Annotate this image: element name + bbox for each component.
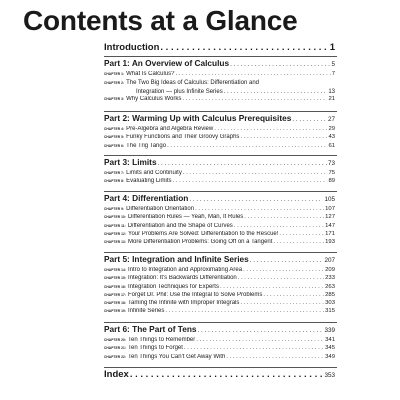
divider <box>104 322 337 323</box>
chapter-title-continued: Integration — plus Infinite Series <box>136 88 223 95</box>
chapter-page: 345 <box>325 345 335 352</box>
chapter-row[interactable] <box>104 300 335 308</box>
chapter-title: What Is Calculus? <box>126 71 175 77</box>
leader-dots <box>220 284 324 290</box>
chapter-title: Integration: It's Backwards Differentiation <box>128 275 237 282</box>
part-label: Part 3: Limits <box>104 157 157 167</box>
toc-index[interactable] <box>104 369 335 383</box>
chapter-title: Taming the Infinite with Improper Integrals <box>128 300 240 307</box>
leader-dots <box>240 134 327 140</box>
leader-dots <box>230 58 330 68</box>
leader-dots <box>226 354 324 360</box>
chapter-page: 61 <box>328 142 335 149</box>
part-label: Part 1: An Overview of Calculus <box>104 58 230 68</box>
part-label: Part 2: Warming Up with Calculus Prerequisites <box>104 113 292 123</box>
chapter-page: 21 <box>328 95 335 102</box>
chapter-title: Ten Things You Can't Get Away With <box>128 353 226 360</box>
leader-dots <box>279 231 324 237</box>
toc-introduction[interactable] <box>104 42 335 56</box>
chapter-title: More Differentiation Problems: Going Off on a Tangent <box>128 239 273 246</box>
chapter-number: CHAPTER 21: <box>104 346 126 351</box>
chapter-title: Your Problems Are Solved: Differentiation to the Rescue! <box>128 230 279 237</box>
chapter-number: CHAPTER 12: <box>104 231 126 236</box>
chapter-page: 193 <box>325 239 335 246</box>
leader-dots <box>189 193 323 203</box>
chapter-row[interactable] <box>104 354 335 362</box>
chapter-row[interactable] <box>104 214 335 222</box>
toc-part-3[interactable] <box>104 157 335 187</box>
chapter-title: Differentiation Orientation <box>126 206 195 212</box>
part-label: Part 5: Integration and Infinite Series <box>104 254 249 264</box>
leader-dots <box>176 71 331 77</box>
leader-dots <box>173 178 328 184</box>
chapter-number: CHAPTER 13: <box>104 240 126 245</box>
chapter-page: 89 <box>328 178 335 185</box>
chapter-title: Funky Functions and Their Groovy Graphs <box>126 134 240 141</box>
chapter-page: 75 <box>328 170 335 176</box>
introduction-page: 1 <box>329 42 335 53</box>
part-page: 5 <box>331 61 335 68</box>
toc-part-5[interactable] <box>104 254 335 317</box>
leader-dots <box>196 337 324 343</box>
chapter-title: Infinite Series <box>128 308 165 315</box>
chapter-page: 107 <box>325 206 335 212</box>
chapter-number: CHAPTER 17: <box>104 292 126 297</box>
leader-dots <box>160 42 328 53</box>
part-page: 207 <box>324 257 335 264</box>
chapter-title: Differentiation and the Shape of Curves <box>127 222 233 229</box>
chapter-page: 285 <box>325 291 335 298</box>
chapter-number: CHAPTER 4: <box>104 127 125 131</box>
divider <box>104 155 337 156</box>
chapter-page: 341 <box>325 337 335 343</box>
divider <box>104 367 337 368</box>
chapter-row[interactable] <box>104 126 335 134</box>
chapter-row[interactable] <box>104 308 335 316</box>
chapter-title: Evaluating Limits <box>126 178 172 185</box>
leader-dots <box>234 223 324 229</box>
leader-dots <box>182 96 327 102</box>
chapter-title: Integration Techniques for Experts <box>128 283 219 290</box>
leader-dots <box>238 275 324 281</box>
leader-dots <box>158 157 327 167</box>
chapter-row[interactable] <box>104 206 335 214</box>
chapter-row[interactable] <box>104 267 335 275</box>
leader-dots <box>240 300 324 306</box>
part-page: 73 <box>327 160 335 167</box>
chapter-row[interactable] <box>104 275 335 283</box>
leader-dots <box>167 143 327 149</box>
chapter-row[interactable] <box>104 134 335 142</box>
chapter-row[interactable] <box>104 96 335 104</box>
chapter-page: 303 <box>325 300 335 307</box>
index-label: Index <box>104 369 129 380</box>
chapter-number: CHAPTER 7: <box>104 171 125 175</box>
chapter-number: CHAPTER 1: <box>104 72 125 76</box>
chapter-row[interactable] <box>104 231 335 239</box>
leader-dots <box>292 113 327 123</box>
index-page: 353 <box>324 372 335 379</box>
chapter-row[interactable] <box>104 345 335 353</box>
chapter-number: CHAPTER 10: <box>104 215 126 220</box>
part-page: 105 <box>324 196 335 203</box>
chapter-number: CHAPTER 18: <box>104 301 126 306</box>
chapter-number: CHAPTER 22: <box>104 354 126 359</box>
chapter-row[interactable] <box>104 239 335 247</box>
chapter-number: CHAPTER 11: <box>104 223 126 228</box>
chapter-row[interactable] <box>104 223 335 231</box>
divider <box>104 191 337 192</box>
chapter-page: 209 <box>325 267 335 273</box>
leader-dots <box>130 369 324 380</box>
chapter-title: Forget Dr. Phil: Use the Integral to Solve Problems <box>128 291 263 298</box>
chapter-row[interactable] <box>104 71 335 79</box>
chapter-number: CHAPTER 16: <box>104 284 126 289</box>
chapter-title: Differentiation Rules — Yeah, Man, It Rules <box>128 214 244 221</box>
chapter-title: Ten Things to Forget <box>128 345 183 352</box>
chapter-page: 263 <box>325 283 335 290</box>
chapter-page: 147 <box>325 222 335 229</box>
divider <box>104 56 337 57</box>
chapter-number: CHAPTER 9: <box>104 207 125 211</box>
toc-part-1[interactable] <box>104 58 335 104</box>
part-label: Part 4: Differentiation <box>104 193 189 203</box>
leader-dots <box>273 239 324 245</box>
toc-part-2[interactable] <box>104 113 335 151</box>
chapter-page: 43 <box>328 134 335 141</box>
chapter-row[interactable] <box>104 337 335 345</box>
chapter-number: CHAPTER 14: <box>104 268 126 272</box>
chapter-title: The Trig Tango <box>126 142 167 149</box>
chapter-number: CHAPTER 5: <box>104 135 125 140</box>
leader-dots <box>195 206 324 212</box>
chapter-title: Ten Things to Remember <box>128 337 196 343</box>
chapter-page: 7 <box>331 71 335 77</box>
chapter-number: CHAPTER 2: <box>104 81 125 86</box>
chapter-number: CHAPTER 19: <box>104 309 126 314</box>
chapter-page: 29 <box>328 126 335 132</box>
leader-dots <box>244 214 324 220</box>
chapter-page: 171 <box>325 230 335 237</box>
chapter-page: 349 <box>325 353 335 360</box>
chapter-number: CHAPTER 20: <box>104 338 126 342</box>
chapter-number: CHAPTER 8: <box>104 179 125 184</box>
chapter-row[interactable] <box>104 178 335 186</box>
chapter-title: Why Calculus Works <box>126 95 182 102</box>
leader-dots <box>198 324 324 334</box>
chapter-page: 127 <box>325 214 335 221</box>
chapter-number: CHAPTER 6: <box>104 143 125 148</box>
leader-dots <box>243 267 324 273</box>
chapter-title: Intro to Integration and Approximating Area <box>128 267 243 273</box>
divider <box>104 111 337 112</box>
part-label: Part 6: The Part of Tens <box>104 324 197 334</box>
chapter-row[interactable] <box>104 79 335 95</box>
introduction-label: Introduction <box>104 42 160 53</box>
divider <box>104 252 337 253</box>
page-title: Contents at a Glance <box>23 5 298 36</box>
chapter-number: CHAPTER 15: <box>104 276 126 281</box>
chapter-title: The Two Big Ideas of Calculus: Differentiation and <box>126 80 259 87</box>
leader-dots <box>224 88 328 96</box>
chapter-page: 233 <box>325 275 335 282</box>
chapter-row[interactable] <box>104 292 335 300</box>
leader-dots <box>183 170 328 176</box>
chapter-row[interactable] <box>104 170 335 178</box>
leader-dots <box>250 254 324 264</box>
leader-dots <box>263 292 324 298</box>
leader-dots <box>184 345 324 351</box>
toc-part-6[interactable] <box>104 324 335 362</box>
leader-dots <box>165 308 324 314</box>
chapter-page: 315 <box>325 308 335 315</box>
chapter-row[interactable] <box>104 143 335 151</box>
chapter-title: Pre-Algebra and Algebra Review <box>126 126 214 132</box>
chapter-number: CHAPTER 3: <box>104 96 125 101</box>
part-page: 339 <box>324 327 335 334</box>
part-page: 27 <box>327 116 335 123</box>
leader-dots <box>214 126 327 132</box>
chapter-page: 13 <box>328 88 335 95</box>
toc-part-4[interactable] <box>104 193 335 247</box>
chapter-title: Limits and Continuity <box>126 170 182 176</box>
chapter-row[interactable] <box>104 284 335 292</box>
